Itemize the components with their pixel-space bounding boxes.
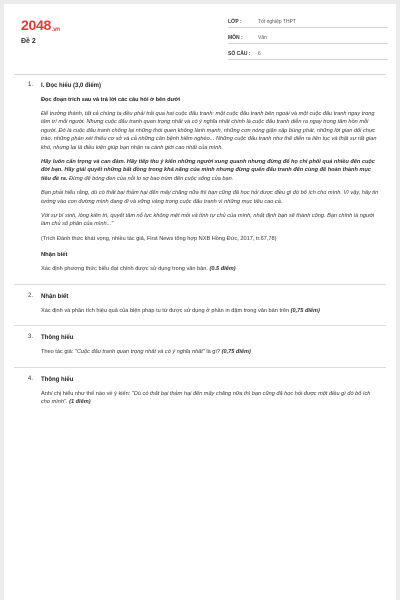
passage-text: Đừng để bóng đen của nỗi lo sợ bao trùm đến cuộc sống của bạn. (67, 175, 234, 182)
logo-text: 2048 (21, 17, 51, 33)
meta-key: MÔN : (228, 35, 243, 41)
points: (0,75 điểm) (221, 349, 251, 356)
passage-source: (Trích Đánh thức khát vọng, nhiều tác giả, First News tổng hợp NXB Hồng Đức, 2017, tr.67,78) (41, 235, 277, 242)
question-number: 1. (28, 82, 34, 88)
meta-key: LỚP : (228, 19, 242, 25)
points: (0,75 điểm) (290, 307, 320, 314)
question-list (14, 82, 386, 406)
question-number: 4. (28, 375, 34, 382)
section-title: I. Đọc hiểu (3,0 điểm) (41, 83, 102, 89)
passage-paragraph-4: Với sự bí sinh, lòng kiên trì, quyết tâm nỗ lực không mệt mỏi và tính tự chủ của mình, nhất định bạn sẽ thành công. Bạn chính là người làm chủ số phận của mình..." (41, 213, 375, 228)
passage-paragraph-2 (41, 158, 386, 183)
header-divider (14, 74, 386, 75)
question-task (41, 307, 386, 315)
meta-value: Tốt nghiệp THPT (258, 19, 296, 25)
question-3 (14, 334, 386, 356)
task-text: Anh/ chị hiểu như thế nào về ý kiến: (41, 390, 132, 397)
meta-row-count (228, 48, 388, 60)
question-level: Thông hiểu (41, 376, 74, 383)
meta-row-class (228, 16, 388, 28)
meta-key: SỐ CÂU : (228, 51, 251, 57)
question-number: 2. (28, 292, 34, 299)
task-text: Theo tác giả: (41, 349, 75, 356)
passage-bold-text: Hãy luôn cẩn trọng và can đảm. Hãy tiếp thu ý kiến những người xung quanh nhưng đừng để họ chi phối quá nhiều đến cuộc đời bạn. Hãy giải quyết những bất đồng trong khả năng của mình nhưng đừng quên đấu tranh đến cùng để hoàn thành mục tiêu đề ra. (41, 159, 375, 182)
exam-header (4, 4, 396, 68)
question-level: Nhận biết (41, 252, 68, 259)
logo-suffix: .vn (51, 27, 60, 33)
meta-value: 6 (258, 51, 261, 57)
task-text: Xác định và phân tích hiệu quả của biện pháp tu từ được sử dụng ở phần in đậm trong văn bản trên (41, 307, 290, 314)
exam-page (4, 4, 396, 600)
reading-instruction: Đọc đoạn trích sau và trả lời các câu hỏi ở bên dưới (41, 97, 181, 103)
question-level: Nhận biết (41, 293, 69, 300)
points: (1 điểm) (67, 398, 91, 405)
question-divider (14, 367, 386, 368)
question-divider (14, 325, 386, 326)
task-text: là gì? (204, 349, 222, 356)
task-text: Xác định phương thức biểu đạt chính được sử dụng trong văn bản. (41, 266, 208, 273)
meta-row-subject (228, 32, 388, 44)
meta-value: Văn (258, 35, 267, 41)
question-task (41, 390, 386, 407)
question-task (41, 348, 386, 356)
passage-paragraph-1: Để trưởng thành, tất cả chúng ta đều phải trải qua hai cuộc đấu tranh: một cuộc đấu tranh bên ngoài và một cuộc đấu tranh ngay trong tâm trí mỗi người. Nhưng cuộc đấu tranh quan trọng nhất và có ý nghĩa nhất chính là cuộc đấu tranh diễn ra ngay trong tâm hồn mỗi người. Đó là cuộc đấu tranh chống lại những thói quen không lành mạnh, những cơn nóng giận sập bùng phát, những lời gian dối chực trào, những phán xét thiếu cơ sở và cả những cân bệnh hiểm nghèo... Những cuộc đấu tranh như thế diễn ra liên tục và thật sự rất gian khó, nhưng lại là điều kiện giúp bạn nhận ra cánh giới cao nhất của mình. (41, 111, 377, 151)
site-logo[interactable] (21, 17, 60, 33)
question-1 (14, 82, 386, 274)
quote-text: "Dù có thất bại thảm hại đến mấy chăng nữa thì bạn cũng đã học hỏi được một điều gì đó bổ ích cho mình". (41, 390, 371, 405)
exam-meta (228, 16, 388, 64)
question-task (41, 265, 386, 273)
question-number: 3. (28, 334, 34, 341)
question-divider (14, 284, 386, 285)
exam-title: Đề 2 (21, 38, 36, 45)
question-4 (14, 376, 386, 407)
quote-text: "Cuộc đấu tranh quan trọng nhất và có ý nghĩa nhất" (74, 349, 205, 356)
points: (0.5 điểm) (209, 266, 236, 273)
question-level: Thông hiểu (41, 335, 74, 342)
question-2 (14, 293, 386, 315)
passage-paragraph-3: Bạn phải hiểu rằng, dù có thất bại thảm hại đến mấy chăng nữa thì bạn cũng đã học hỏi được điều gì đó bổ ích cho mình. Vì vậy, hãy tin tưởng vào con đường mình đang đi và vững vàng trong cuộc đấu tranh vì những mục tiêu cao cả. (41, 190, 379, 205)
